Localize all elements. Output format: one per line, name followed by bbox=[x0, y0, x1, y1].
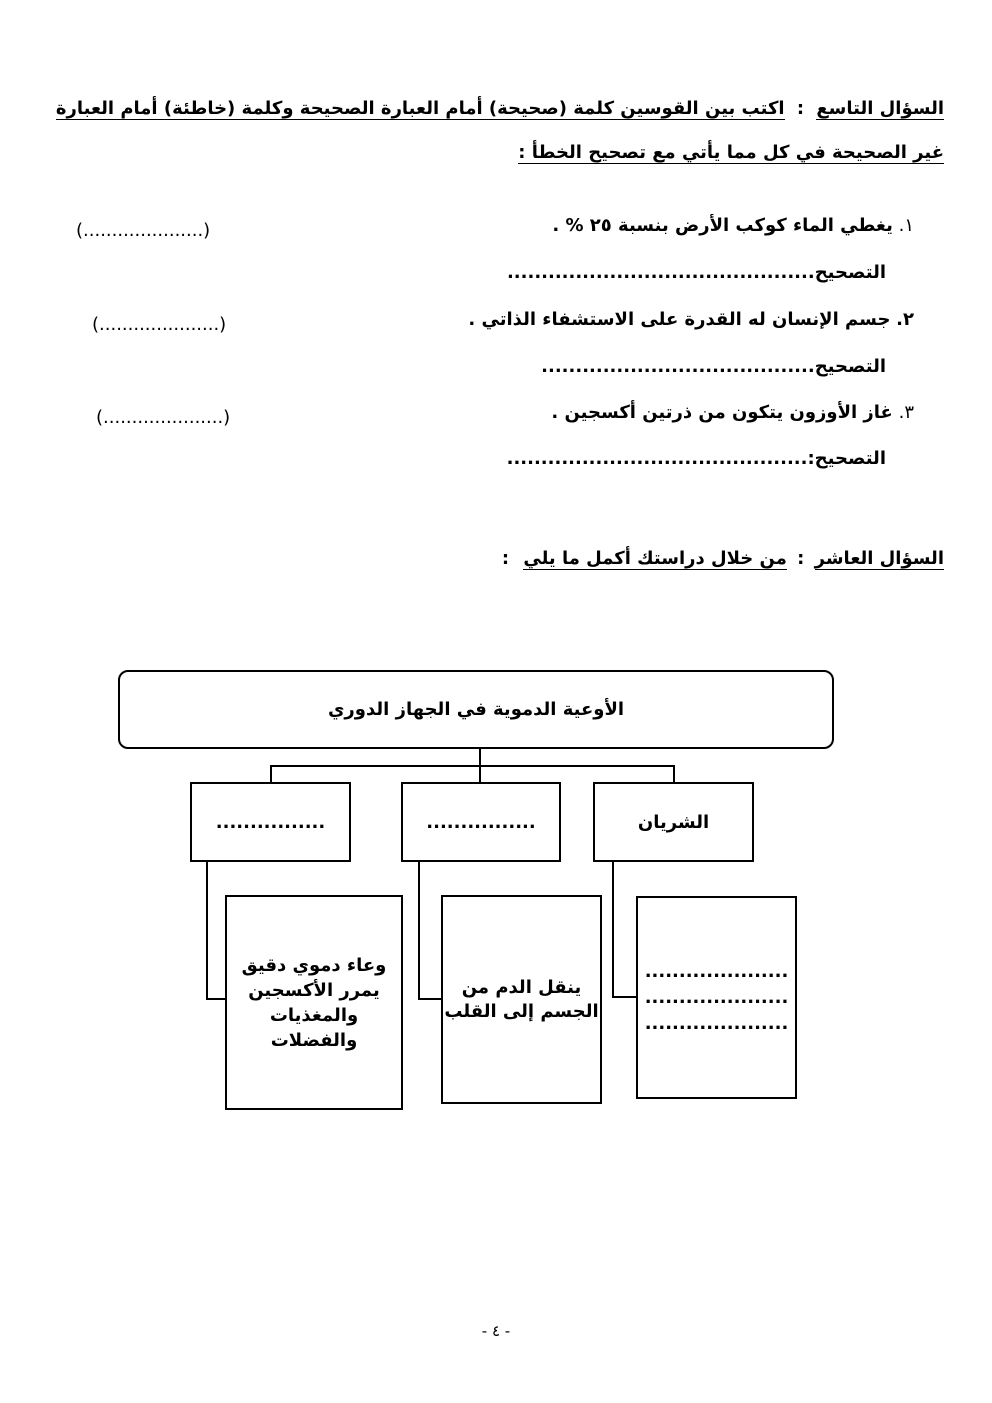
elbow-middle-horizontal bbox=[418, 998, 442, 1000]
q9-item-1 bbox=[552, 215, 914, 236]
vessel-box-blank-left[interactable] bbox=[190, 782, 351, 862]
q9-item-2-number: ٢. bbox=[896, 309, 914, 330]
artery-description-blank-3[interactable]: ..................... bbox=[644, 1012, 789, 1034]
connector-horizontal-bar bbox=[270, 765, 675, 767]
q9-item-2 bbox=[468, 309, 914, 330]
question10-title: السؤال العاشر bbox=[814, 548, 944, 569]
q9-item-2-correction-label: التصحيح bbox=[814, 356, 886, 377]
q9-item-1-text: يغطي الماء كوكب الأرض بنسبة ٢٥ % . bbox=[552, 215, 893, 236]
capillary-description-line-3: والمغذيات bbox=[269, 1004, 359, 1026]
q9-item-1-correction-label: التصحيح bbox=[814, 262, 886, 283]
capillary-description-line-1: وعاء دموي دقيق bbox=[241, 954, 387, 976]
q9-item-1-number: ١. bbox=[898, 215, 914, 236]
connector-drop-right bbox=[673, 765, 675, 783]
question9-instruction-line2-wrap bbox=[518, 142, 944, 163]
question10-header bbox=[502, 548, 944, 569]
q9-item-3 bbox=[551, 402, 914, 423]
question10-trailing-colon: : bbox=[501, 548, 510, 569]
artery-description-blank-1[interactable]: ..................... bbox=[644, 960, 789, 982]
elbow-left-horizontal bbox=[206, 998, 226, 1000]
q9-item-3-text: غاز الأوزون يتكون من ذرتين أكسجين . bbox=[551, 402, 893, 423]
description-box-capillary bbox=[225, 895, 403, 1110]
vessel-left-blank[interactable]: ................ bbox=[215, 811, 326, 833]
description-box-vein bbox=[441, 895, 602, 1104]
connector-drop-left bbox=[270, 765, 272, 783]
vessel-artery-label: الشريان bbox=[637, 811, 710, 833]
question9-colon: : bbox=[796, 98, 805, 119]
question9-instruction-line2: غير الصحيحة في كل مما يأتي مع تصحيح الخطأ : bbox=[518, 142, 944, 163]
question10-colon: : bbox=[797, 548, 805, 569]
diagram-root-label: الأوعية الدموية في الجهاز الدوري bbox=[327, 699, 625, 720]
artery-description-blank-2[interactable]: ..................... bbox=[644, 986, 789, 1008]
connector-drop-middle bbox=[479, 765, 481, 783]
vein-description-line-2: الجسم إلى القلب bbox=[444, 1000, 599, 1022]
q9-item-3-correction-blank[interactable]: ............................................ bbox=[506, 448, 808, 469]
elbow-middle-vertical bbox=[418, 862, 420, 1000]
q9-item-1-correction bbox=[507, 262, 886, 283]
question9-title: السؤال التاسع bbox=[816, 98, 944, 119]
capillary-description-line-2: يمرر الأكسجين bbox=[248, 979, 380, 1001]
elbow-left-vertical bbox=[206, 862, 208, 1000]
q9-item-3-correction bbox=[507, 448, 886, 469]
q9-item-3-number: ٣. bbox=[898, 402, 914, 423]
q9-item-2-correction bbox=[541, 356, 886, 377]
connector-root-stem bbox=[479, 749, 481, 766]
capillary-description-line-4: والفضلات bbox=[270, 1029, 358, 1051]
page-number: - ٤ - bbox=[481, 1322, 511, 1340]
question9-instruction-line1: اكتب بين القوسين كلمة (صحيحة) أمام العبارة الصحيحة وكلمة (خاطئة) أمام العبارة bbox=[55, 98, 785, 119]
q9-item-3-answer-blank[interactable]: (.....................) bbox=[96, 407, 231, 428]
q9-item-2-answer-blank[interactable]: (.....................) bbox=[92, 314, 227, 335]
q9-item-1-correction-blank[interactable]: ............................................. bbox=[506, 262, 815, 283]
description-box-artery[interactable] bbox=[636, 896, 797, 1099]
diagram-root-box bbox=[118, 670, 834, 749]
vessel-middle-blank[interactable]: ................ bbox=[426, 811, 536, 833]
q9-item-2-text: جسم الإنسان له القدرة على الاستشفاء الذاتي . bbox=[468, 309, 891, 330]
elbow-right-horizontal bbox=[612, 996, 637, 998]
q9-item-2-correction-blank[interactable]: ........................................ bbox=[541, 356, 815, 377]
vessel-box-artery bbox=[593, 782, 754, 862]
vessel-box-blank-middle[interactable] bbox=[401, 782, 561, 862]
question9-header bbox=[55, 98, 944, 119]
q9-item-3-correction-label: التصحيح: bbox=[807, 448, 886, 469]
vein-description-line-1: ينقل الدم من bbox=[461, 976, 582, 998]
q9-item-1-answer-blank[interactable]: (.....................) bbox=[76, 220, 211, 241]
question10-instruction: من خلال دراستك أكمل ما يلي bbox=[523, 548, 787, 569]
elbow-right-vertical bbox=[612, 862, 614, 998]
